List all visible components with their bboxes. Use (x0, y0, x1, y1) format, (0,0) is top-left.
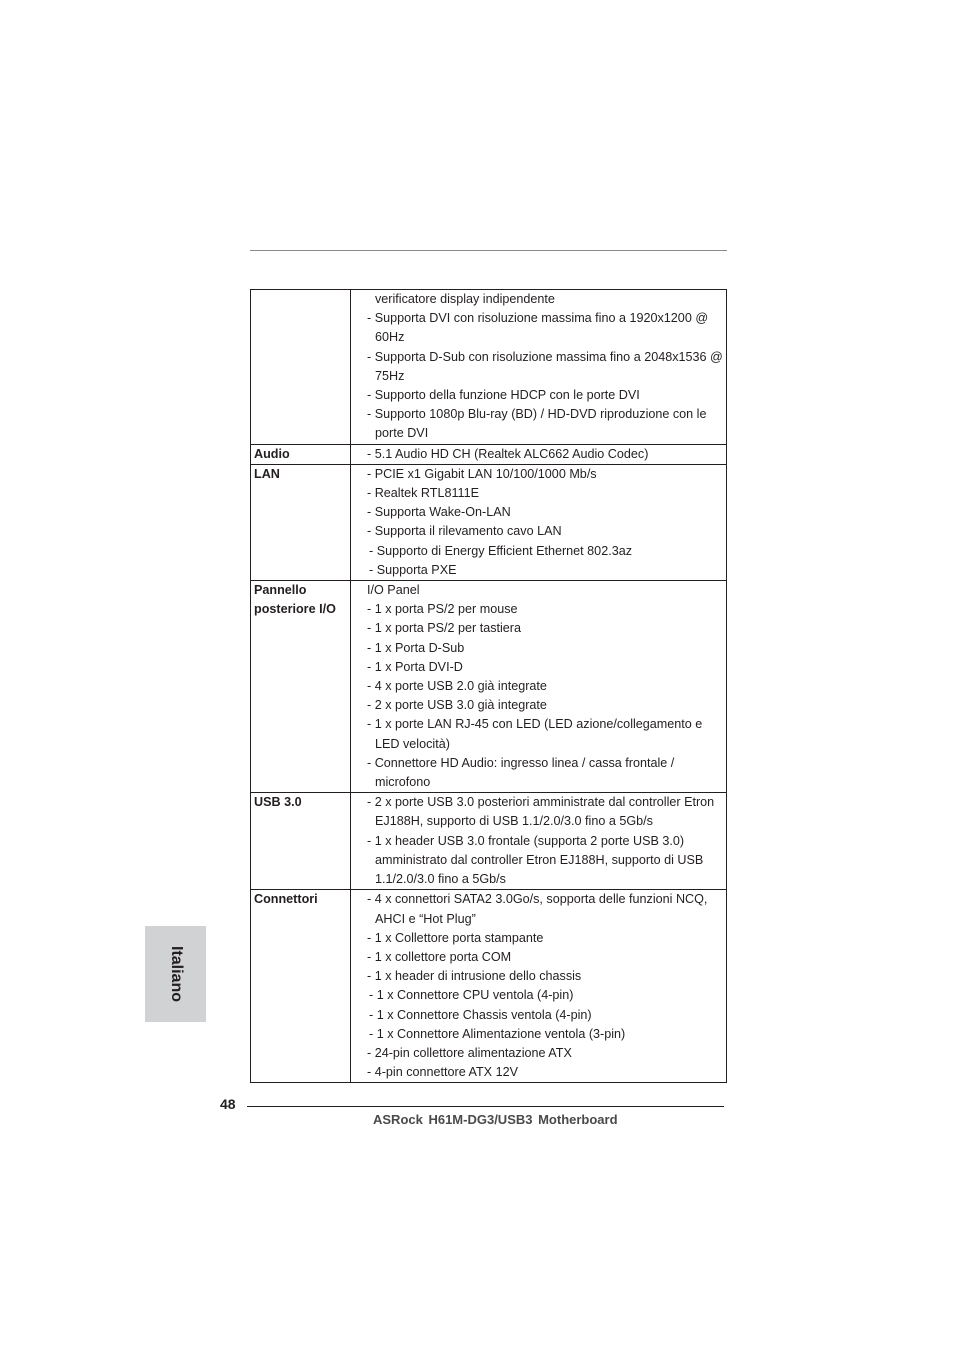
spec-item: - 1 x collettore porta COM (367, 949, 512, 964)
spec-item: - 2 x porte USB 3.0 già integrate (367, 698, 547, 713)
spec-item: - 24-pin collettore alimentazione ATX (367, 1045, 572, 1060)
spec-row (251, 464, 727, 580)
spec-item: - 1 x Collettore porta stampante (367, 930, 544, 945)
spec-item: - Supporto 1080p Blu-ray (BD) / HD-DVD riproduzione con le porte DVI (367, 407, 707, 441)
top-divider (250, 250, 727, 251)
spec-item: - 1 x porte LAN RJ-45 con LED (LED azione/collegamento e LED velocità) (367, 717, 703, 751)
spec-item: - 1 x Connettore Alimentazione ventola (3-pin) (369, 1026, 626, 1041)
spec-items-cell (351, 464, 727, 580)
spec-label-cell (251, 464, 351, 580)
spec-label-cell (251, 581, 351, 793)
spec-item: - Supporta Wake-On-LAN (367, 505, 511, 520)
page-number: 48 (220, 1096, 236, 1112)
spec-label-cell (251, 290, 351, 445)
spec-items-cell (351, 890, 727, 1083)
spec-item: I/O Panel (367, 583, 420, 598)
spec-item: - 1 x Connettore Chassis ventola (4-pin) (369, 1007, 592, 1022)
spec-item: - 1 x Porta DVI-D (367, 659, 463, 674)
footer-divider (247, 1106, 724, 1107)
spec-item: - 4 x porte USB 2.0 già integrate (367, 679, 547, 694)
spec-item: - 4-pin connettore ATX 12V (367, 1065, 518, 1080)
spec-items-cell (351, 793, 727, 890)
language-side-tab (145, 926, 206, 1022)
spec-row (251, 581, 727, 793)
spec-item: - Supporta il rilevamento cavo LAN (367, 524, 562, 539)
spec-label-cell (251, 793, 351, 890)
spec-item: - 1 x header USB 3.0 frontale (supporta 2 porte USB 3.0) amministrato dal controller Etron EJ188H, supporto di USB 1.1/2.0/3.0 fino a 5Gb/s (367, 833, 704, 887)
spec-item: - 5.1 Audio HD CH (Realtek ALC662 Audio Codec) (367, 446, 649, 461)
specification-table-body (251, 290, 727, 1083)
spec-items-cell (351, 581, 727, 793)
spec-row (251, 890, 727, 1083)
spec-label: LAN (254, 466, 280, 481)
spec-item: verificatore display indipendente (375, 292, 555, 306)
spec-row (251, 290, 727, 445)
spec-label: Connettori (254, 892, 318, 907)
specification-table (250, 289, 727, 1083)
spec-item: - 2 x porte USB 3.0 posteriori amministrate dal controller Etron EJ188H, supporto di USB 1.1/2.0/3.0 fino a 5Gb/s (367, 795, 715, 829)
spec-item: - 1 x header di intrusione dello chassis (367, 969, 582, 984)
spec-label: Audio (254, 446, 290, 461)
spec-label-cell (251, 444, 351, 464)
spec-items-cell (351, 290, 727, 445)
language-side-tab-label: Italiano (167, 945, 185, 1003)
spec-label: Pannello (254, 583, 307, 598)
spec-label: posteriore I/O (254, 602, 336, 617)
spec-item: - 1 x Connettore CPU ventola (4-pin) (369, 988, 574, 1003)
spec-item: - Supporta DVI con risoluzione massima fino a 1920x1200 @ 60Hz (367, 311, 709, 345)
spec-item: - Supporta D-Sub con risoluzione massima fino a 2048x1536 @ 75Hz (367, 349, 723, 383)
spec-label-cell (251, 890, 351, 1083)
spec-item: - 1 x porta PS/2 per mouse (367, 602, 518, 617)
spec-item: - Supporto di Energy Efficient Ethernet 802.3az (369, 543, 632, 558)
footer-product-title: ASRock H61M-DG3/USB3 Motherboard (373, 1112, 618, 1127)
spec-item: - Supporta PXE (369, 562, 457, 577)
spec-item: - 4 x connettori SATA2 3.0Go/s, sopporta delle funzioni NCQ, AHCI e “Hot Plug” (367, 892, 708, 926)
spec-row (251, 793, 727, 890)
spec-items-cell (351, 444, 727, 464)
spec-item: - Supporto della funzione HDCP con le porte DVI (367, 388, 640, 403)
spec-item: - Realtek RTL8111E (367, 486, 480, 501)
spec-item: - 1 x Porta D-Sub (367, 640, 465, 655)
spec-item: - Connettore HD Audio: ingresso linea / cassa frontale / microfono (367, 755, 675, 790)
spec-item: - 1 x porta PS/2 per tastiera (367, 621, 521, 636)
spec-item: - PCIE x1 Gigabit LAN 10/100/1000 Mb/s (367, 466, 597, 481)
spec-label: USB 3.0 (254, 795, 302, 810)
spec-row (251, 444, 727, 464)
